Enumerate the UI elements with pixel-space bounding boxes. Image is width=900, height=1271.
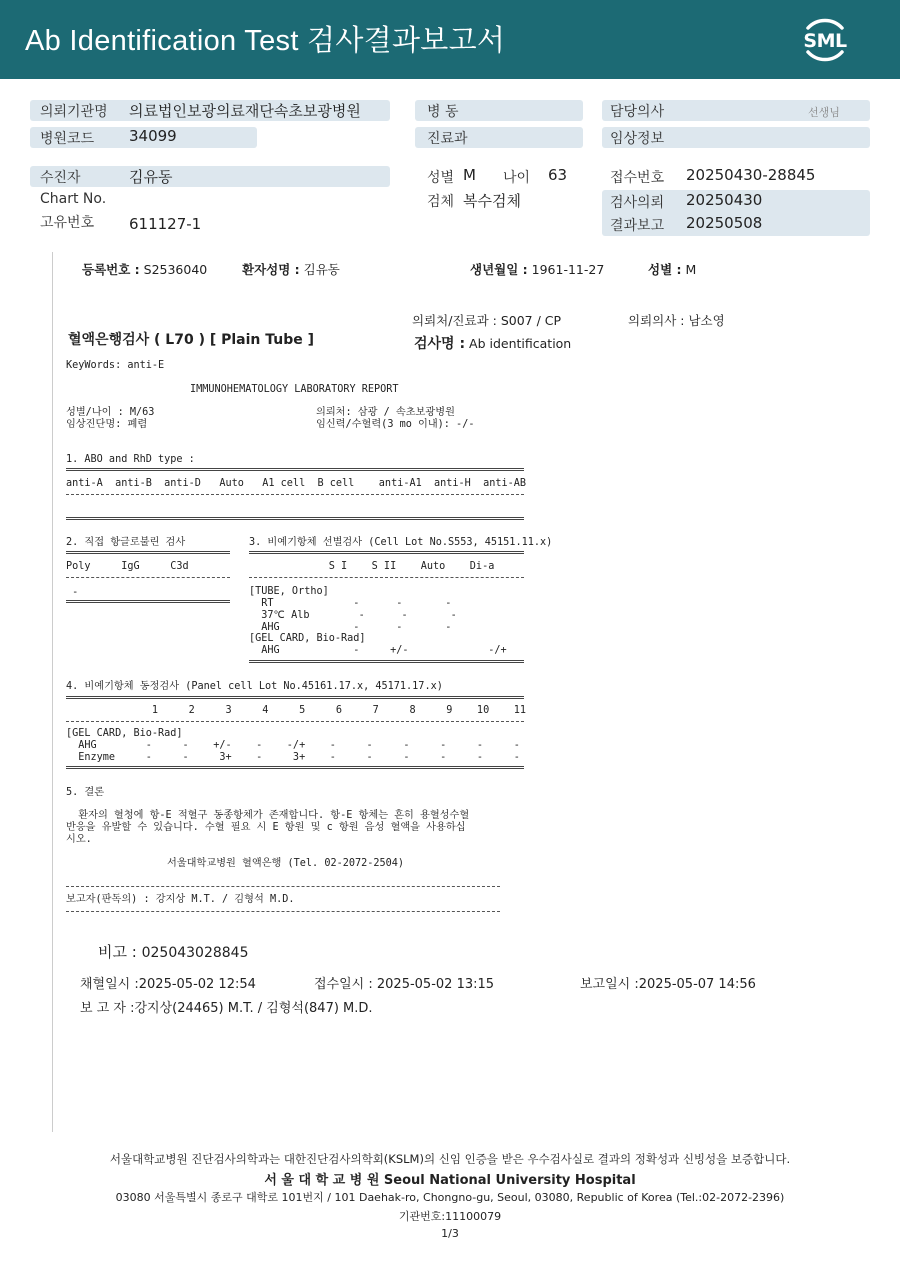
doctor-label: 담당의사 bbox=[610, 104, 665, 120]
section-3-header: S I S II Auto Di-a bbox=[249, 561, 495, 572]
request-value: 20250430 bbox=[686, 191, 763, 209]
age-value: 63 bbox=[548, 166, 568, 184]
sex-label: 성별 bbox=[427, 170, 455, 186]
conclusion-line-2: 시오. bbox=[66, 834, 92, 845]
patient-box bbox=[30, 166, 390, 187]
section-2-header: Poly IgG C3d bbox=[66, 561, 189, 572]
s4-dash-rule bbox=[66, 721, 524, 722]
reporter-sign-line: 보고자(판독의) : 강지상 M.T. / 김형석 M.D. bbox=[66, 894, 295, 905]
report-sex-line: 성별 : M bbox=[648, 262, 697, 277]
hospital-address: 03080 서울특별시 종로구 대학로 101번지 / 101 Daehak-ro, Chongno-gu, Seoul, 03080, Republic of Korea (Tel.:02-2072-2396) bbox=[115, 1191, 785, 1204]
s1-bottom-rule bbox=[66, 517, 524, 520]
hospital-name: 서 울 대 학 교 병 원 Seoul National University Hospital bbox=[264, 1173, 636, 1188]
chart-label: Chart No. bbox=[40, 191, 107, 207]
test-name-line: 검사명 : Ab identification bbox=[414, 336, 572, 352]
s2-dash-rule bbox=[66, 577, 230, 578]
note-line: 비고 : 025043028845 bbox=[98, 943, 249, 961]
requester-line: 의뢰처: 삼광 / 속초보광병원 bbox=[316, 407, 455, 418]
ward-label: 병 동 bbox=[427, 104, 459, 120]
logo-text: SML bbox=[803, 30, 847, 52]
s1-top-rule bbox=[66, 468, 524, 471]
s3-dash-rule bbox=[249, 577, 524, 578]
patient-label: 수진자 bbox=[40, 170, 81, 186]
reporter-line: 보 고 자 :강지상(24465) M.T. / 김형석(847) M.D. bbox=[80, 1001, 373, 1016]
section-4-title: 4. 비예기항체 동정검사 (Panel cell Lot No.45161.17.x, 45171.17.x) bbox=[66, 681, 443, 692]
s3-row-3: AHG - - - bbox=[249, 622, 452, 633]
s3-row-5: AHG - +/- -/+ bbox=[249, 645, 507, 656]
result-value: 20250508 bbox=[686, 214, 763, 232]
department-label: 진료과 bbox=[427, 131, 468, 147]
diagnosis-line: 임상진단명: 폐렴 bbox=[66, 419, 148, 430]
collect-line: 채혈일시 :2025-05-02 12:54 bbox=[80, 977, 256, 992]
conclusion-line-0: 환자의 혈청에 항-E 적혈구 동종항체가 존재합니다. 항-E 항체는 흔히 용혈성수혈 bbox=[66, 810, 470, 821]
section-2-value: - bbox=[66, 587, 79, 598]
report-frame-line bbox=[52, 252, 53, 1132]
sml-logo bbox=[798, 13, 852, 67]
specimen-label: 검체 bbox=[427, 194, 455, 210]
conclusion-line-1: 반응을 유발할 수 있습니다. 수혈 필요 시 E 항원 및 c 항원 음성 혈액을 사용하십 bbox=[66, 822, 466, 833]
report-title: Ab Identification Test 검사결과보고서 bbox=[25, 25, 506, 57]
s4-row-1: AHG - - +/- - -/+ - - - - - - bbox=[66, 740, 520, 751]
s3-row-1: RT - - - bbox=[249, 598, 452, 609]
sex-age-line: 성별/나이 : M/63 bbox=[66, 407, 155, 418]
report-header bbox=[0, 0, 900, 79]
doctor-suffix: 선생님 bbox=[808, 106, 840, 119]
hospital-code-label: 병원코드 bbox=[40, 131, 95, 147]
blood-bank-line: 서울대학교병원 혈액은행 (Tel. 02-2072-2504) bbox=[167, 858, 405, 869]
request-label: 검사의뢰 bbox=[610, 195, 665, 211]
s4-row-2: Enzyme - - 3+ - 3+ - - - - - - bbox=[66, 752, 520, 763]
page-number: 1/3 bbox=[441, 1227, 459, 1240]
s4-row-0: [GEL CARD, Bio-Rad] bbox=[66, 728, 183, 739]
reporter-top-rule bbox=[66, 886, 500, 887]
sex-value: M bbox=[463, 166, 476, 184]
s4-top-rule bbox=[66, 696, 524, 699]
dept-line: 의뢰처/진료과 : S007 / CP bbox=[412, 313, 562, 328]
specimen-value: 복수검체 bbox=[463, 192, 521, 210]
hospital-code-value: 34099 bbox=[129, 127, 177, 145]
institution-number: 기관번호:11100079 bbox=[398, 1210, 502, 1223]
section-1-title: 1. ABO and RhD type : bbox=[66, 454, 195, 465]
s2-top-rule bbox=[66, 551, 230, 554]
section-3-title: 3. 비예기항체 선별검사 (Cell Lot No.S553, 45151.11.x) bbox=[249, 537, 553, 548]
dob-line: 생년월일 : 1961-11-27 bbox=[470, 262, 605, 277]
reg-line: 등록번호 : S2536040 bbox=[82, 262, 208, 277]
s1-dash-rule bbox=[66, 494, 524, 495]
clinical-info-label: 임상정보 bbox=[610, 131, 665, 147]
section-2-title: 2. 직접 항글로불린 검사 bbox=[66, 537, 186, 548]
patient-value: 김유동 bbox=[129, 168, 173, 186]
test-group: 혈액은행검사 ( L70 ) [ Plain Tube ] bbox=[68, 332, 315, 348]
pregnancy-line: 임신력/수혈력(3 mo 이내): -/- bbox=[316, 419, 475, 430]
reporter-bottom-rule bbox=[66, 911, 500, 912]
receipt-value: 20250430-28845 bbox=[686, 166, 816, 184]
age-label: 나이 bbox=[503, 170, 531, 186]
certification-text: 서울대학교병원 진단검사의학과는 대한진단검사의학회(KSLM)의 신임 인증을 받은 우수검사실로 결과의 정확성과 신빙성을 보증합니다. bbox=[109, 1152, 791, 1166]
result-label: 결과보고 bbox=[610, 218, 665, 234]
unique-id-value: 611127-1 bbox=[129, 215, 202, 233]
section-4-header: 1 2 3 4 5 6 7 8 9 10 11 bbox=[66, 705, 527, 716]
section-1-header: anti-A anti-B anti-D Auto A1 cell B cell anti-A1 anti-H anti-AB bbox=[66, 478, 527, 489]
unique-id-label: 고유번호 bbox=[40, 215, 95, 231]
institution-value: 의료법인보광의료재단속초보광병원 bbox=[129, 102, 361, 120]
s3-row-2: 37℃ Alb - - - bbox=[249, 610, 457, 621]
section-5-title: 5. 결론 bbox=[66, 787, 105, 798]
s3-row-4: [GEL CARD, Bio-Rad] bbox=[249, 633, 366, 644]
s3-row-0: [TUBE, Ortho] bbox=[249, 586, 329, 597]
receive-line: 접수일시 : 2025-05-02 13:15 bbox=[314, 977, 495, 992]
keywords: KeyWords: anti-E bbox=[66, 360, 165, 371]
report-time-line: 보고일시 :2025-05-07 14:56 bbox=[580, 977, 756, 992]
s3-bottom-rule bbox=[249, 660, 524, 663]
receipt-label: 접수번호 bbox=[610, 170, 665, 186]
s3-top-rule bbox=[249, 551, 524, 554]
lab-report-title: IMMUNOHEMATOLOGY LABORATORY REPORT bbox=[190, 384, 399, 395]
s2-bottom-rule bbox=[66, 600, 230, 603]
name-line: 환자성명 : 김유동 bbox=[242, 262, 340, 277]
institution-label: 의뢰기관명 bbox=[40, 104, 108, 120]
s4-bottom-rule bbox=[66, 766, 524, 769]
req-doc-line: 의뢰의사 : 남소영 bbox=[628, 313, 725, 328]
